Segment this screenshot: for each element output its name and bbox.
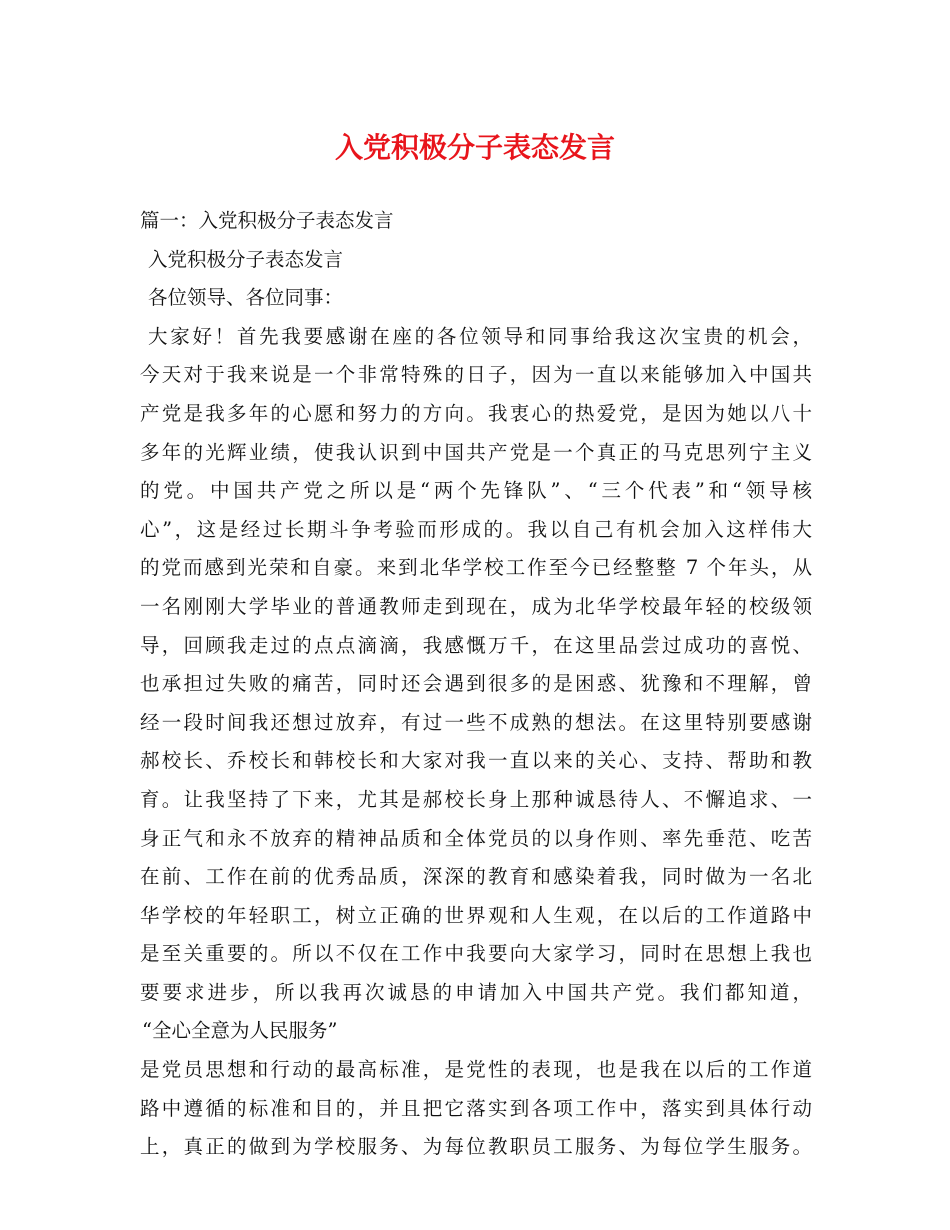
text-line: 是党员思想和行动的最高标准，是党性的表现，也是我在以后的工作道 [140, 1058, 812, 1082]
text-line: 路中遵循的标准和目的，并且把它落实到各项工作中，落实到具体行动 [140, 1096, 812, 1120]
text-line: 上，真正的做到为学校服务、为每位教职员工服务、为每位学生服务。 [140, 1135, 812, 1159]
text-line: 一名刚刚大学毕业的普通教师走到现在，成为北华学校最年轻的校级领 [140, 594, 812, 618]
document-body [140, 202, 812, 1167]
text-line: 的党而感到光荣和自豪。来到北华学校工作至今已经整整 7 个年头，从 [140, 556, 812, 580]
text-line: 大家好！首先我要感谢在座的各位领导和同事给我这次宝贵的机会， [148, 324, 812, 348]
text-line: 身正气和永不放弃的精神品质和全体党员的以身作则、率先垂范、吃苦 [140, 826, 812, 850]
text-line: 也承担过失败的痛苦，同时还会遇到很多的是困惑、犹豫和不理解，曾 [140, 672, 812, 696]
text-line: 要要求进步，所以我再次诚恳的申请加入中国共产党。我们都知道， [140, 980, 812, 1004]
text-line: 郝校长、乔校长和韩校长和大家对我一直以来的关心、支持、帮助和教 [140, 749, 812, 773]
text-line: 在前、工作在前的优秀品质，深深的教育和感染着我，同时做为一名北 [140, 865, 812, 889]
document-title: 入党积极分子表态发言 [334, 131, 615, 164]
quote-line: “全心全意为人民服务” [142, 1019, 338, 1043]
text-line: 心”，这是经过长期斗争考验而形成的。我以自己有机会加入这样伟大 [140, 517, 812, 541]
text-line: 育。让我坚持了下来，尤其是郝校长身上那种诚恳待人、不懈追求、一 [140, 787, 812, 811]
section-heading: 篇一：入党积极分子表态发言 [140, 209, 394, 232]
text-line: 今天对于我来说是一个非常特殊的日子，因为一直以来能够加入中国共 [140, 363, 812, 387]
text-line: 的党。中国共产党之所以是“两个先锋队”、“三个代表”和“领导核 [140, 479, 812, 503]
speech-title: 入党积极分子表态发言 [148, 247, 344, 271]
text-line: 是至关重要的。所以不仅在工作中我要向大家学习，同时在思想上我也 [140, 942, 812, 966]
text-line: 导，回顾我走过的点点滴滴，我感慨万千，在这里品尝过成功的喜悦、 [140, 633, 812, 657]
text-line: 多年的光辉业绩，使我认识到中国共产党是一个真正的马克思列宁主义 [140, 440, 812, 464]
text-line: 经一段时间我还想过放弃，有过一些不成熟的想法。在这里特别要感谢 [140, 710, 812, 734]
text-line: 产党是我多年的心愿和努力的方向。我衷心的热爱党，是因为她以八十 [140, 401, 812, 425]
text-line: 华学校的年轻职工，树立正确的世界观和人生观，在以后的工作道路中 [140, 903, 812, 927]
salutation: 各位领导、各位同事： [148, 286, 344, 310]
